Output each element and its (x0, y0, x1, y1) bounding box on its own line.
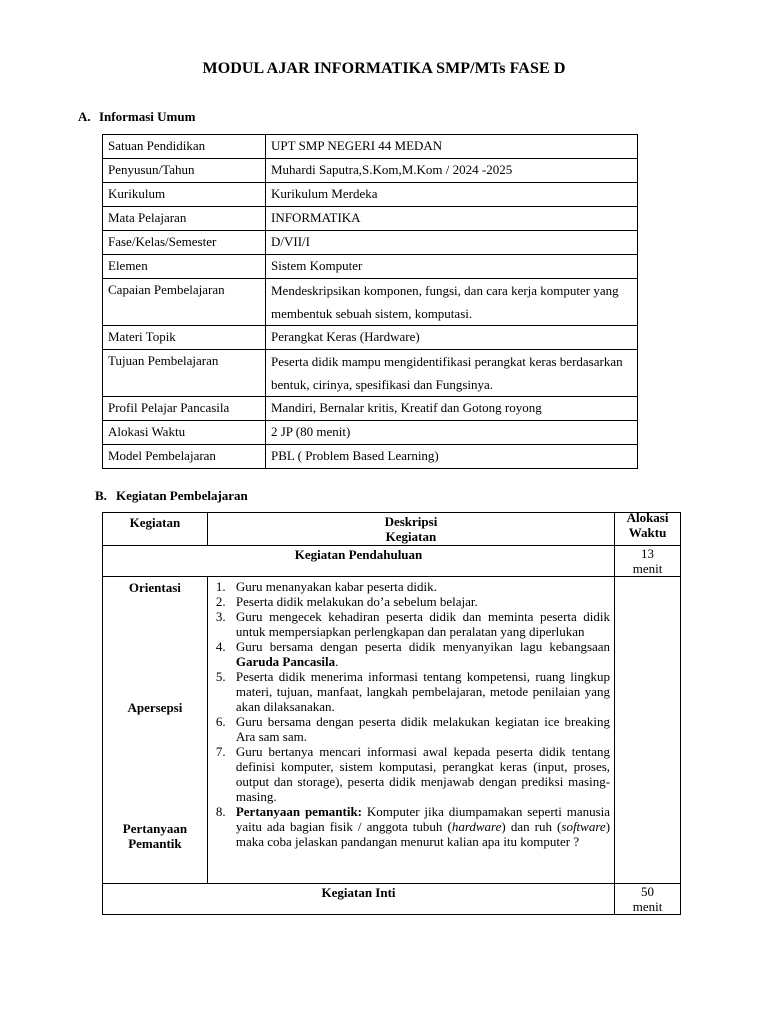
header-kegiatan: Kegiatan (103, 513, 208, 546)
list-item: 8. Pertanyaan pemantik: Komputer jika diumpamakan seperti manusia yaitu ada bagian fisik / anggota tubuh (hardware) dan ruh (software) maka coba jelaskan pandangan menurut kalian apa itu komputer ? (215, 804, 611, 849)
inti-row (103, 884, 681, 915)
info-value: D/VII/I (266, 231, 638, 255)
info-value: Muhardi Saputra,S.Kom,M.Kom / 2024 -2025 (266, 159, 638, 183)
info-key: Capaian Pembelajaran (103, 279, 266, 326)
list-item: 4. Guru bersama dengan peserta didik menyanyikan lagu kebangsaan Garuda Pancasila. (215, 639, 611, 669)
table-row (103, 421, 638, 445)
phase-pertanyaan-2: Pemantik (128, 836, 182, 851)
table-row (103, 397, 638, 421)
info-table (102, 134, 638, 469)
pendahuluan-row (103, 546, 681, 577)
info-value: Peserta didik mampu mengidentifikasi perangkat keras berdasarkan bentuk, cirinya, spesifikasi dan Fungsinya. (266, 350, 638, 397)
table-row (103, 207, 638, 231)
phase-column (103, 577, 208, 884)
list-item: 2. Peserta didik melakukan do’a sebelum belajar. (215, 594, 478, 609)
section-b-number: B. (95, 488, 107, 503)
steps-column (207, 577, 614, 884)
info-value: Kurikulum Merdeka (266, 183, 638, 207)
phase-orientasi: Orientasi (128, 580, 181, 595)
info-value: INFORMATIKA (266, 207, 638, 231)
info-value: Sistem Komputer (266, 255, 638, 279)
info-value: PBL ( Problem Based Learning) (266, 445, 638, 469)
table-row (103, 326, 638, 350)
info-key: Fase/Kelas/Semester (103, 231, 266, 255)
table-row (103, 135, 638, 159)
section-b-heading (95, 488, 248, 504)
info-key: Model Pembelajaran (103, 445, 266, 469)
activities-header-row (103, 513, 681, 546)
info-key: Mata Pelajaran (103, 207, 266, 231)
activities-table (102, 512, 681, 915)
table-row (103, 445, 638, 469)
info-value: Perangkat Keras (Hardware) (266, 326, 638, 350)
info-key: Kurikulum (103, 183, 266, 207)
table-row (103, 279, 638, 326)
header-deskripsi: Deskripsi Kegiatan (207, 513, 614, 546)
info-key: Elemen (103, 255, 266, 279)
list-item: 1. Guru menanyakan kabar peserta didik. (215, 579, 437, 594)
section-a-label: Informasi Umum (99, 109, 196, 124)
list-item: 6. Guru bersama dengan peserta didik melakukan kegiatan ice breaking Ara sam sam. (215, 714, 611, 744)
list-item: 5. Peserta didik menerima informasi tentang kompetensi, ruang lingkup materi, tujuan, manfaat, langkah pembelajaran, metode penilaian yang akan dilaksanakan. (215, 669, 611, 714)
pendahuluan-steps-row (103, 577, 681, 884)
info-key: Profil Pelajar Pancasila (103, 397, 266, 421)
table-row (103, 350, 638, 397)
phase-pertanyaan-1: Pertanyaan (122, 821, 188, 836)
table-row (103, 255, 638, 279)
section-a-heading (78, 109, 195, 125)
pendahuluan-time: 13 menit (615, 546, 681, 577)
table-row (103, 159, 638, 183)
header-alokasi: Alokasi Waktu (615, 513, 681, 546)
info-key: Alokasi Waktu (103, 421, 266, 445)
section-a-number: A. (78, 109, 91, 124)
info-value: Mendeskripsikan komponen, fungsi, dan cara kerja komputer yang membentuk sebuah sistem, komputasi. (266, 279, 638, 326)
table-row (103, 231, 638, 255)
list-item: 3. Guru mengecek kehadiran peserta didik dan meminta peserta didik untuk mempersiapkan perlengkapan dan peralatan yang diperlukan (215, 609, 611, 639)
info-value: Mandiri, Bernalar kritis, Kreatif dan Gotong royong (266, 397, 638, 421)
table-row (103, 183, 638, 207)
info-key: Penyusun/Tahun (103, 159, 266, 183)
info-key: Tujuan Pembelajaran (103, 350, 266, 397)
inti-label: Kegiatan Inti (103, 884, 615, 915)
steps-list (208, 577, 614, 853)
document-title: MODUL AJAR INFORMATIKA SMP/MTs FASE D (202, 60, 566, 77)
info-key: Materi Topik (103, 326, 266, 350)
pendahuluan-label: Kegiatan Pendahuluan (103, 546, 615, 577)
info-value: 2 JP (80 menit) (266, 421, 638, 445)
phase-apersepsi: Apersepsi (127, 700, 183, 715)
inti-time: 50 menit (615, 884, 681, 915)
steps-time-column (615, 577, 681, 884)
section-b-label: Kegiatan Pembelajaran (116, 488, 248, 503)
list-item: 7. Guru bertanya mencari informasi awal kepada peserta didik tentang definisi komputer, sistem komputasi, perangkat keras (input, proses, output dan storage), peserta didik menjawab dengan prediksi masing-masing. (215, 744, 611, 804)
info-value: UPT SMP NEGERI 44 MEDAN (266, 135, 638, 159)
info-key: Satuan Pendidikan (103, 135, 266, 159)
